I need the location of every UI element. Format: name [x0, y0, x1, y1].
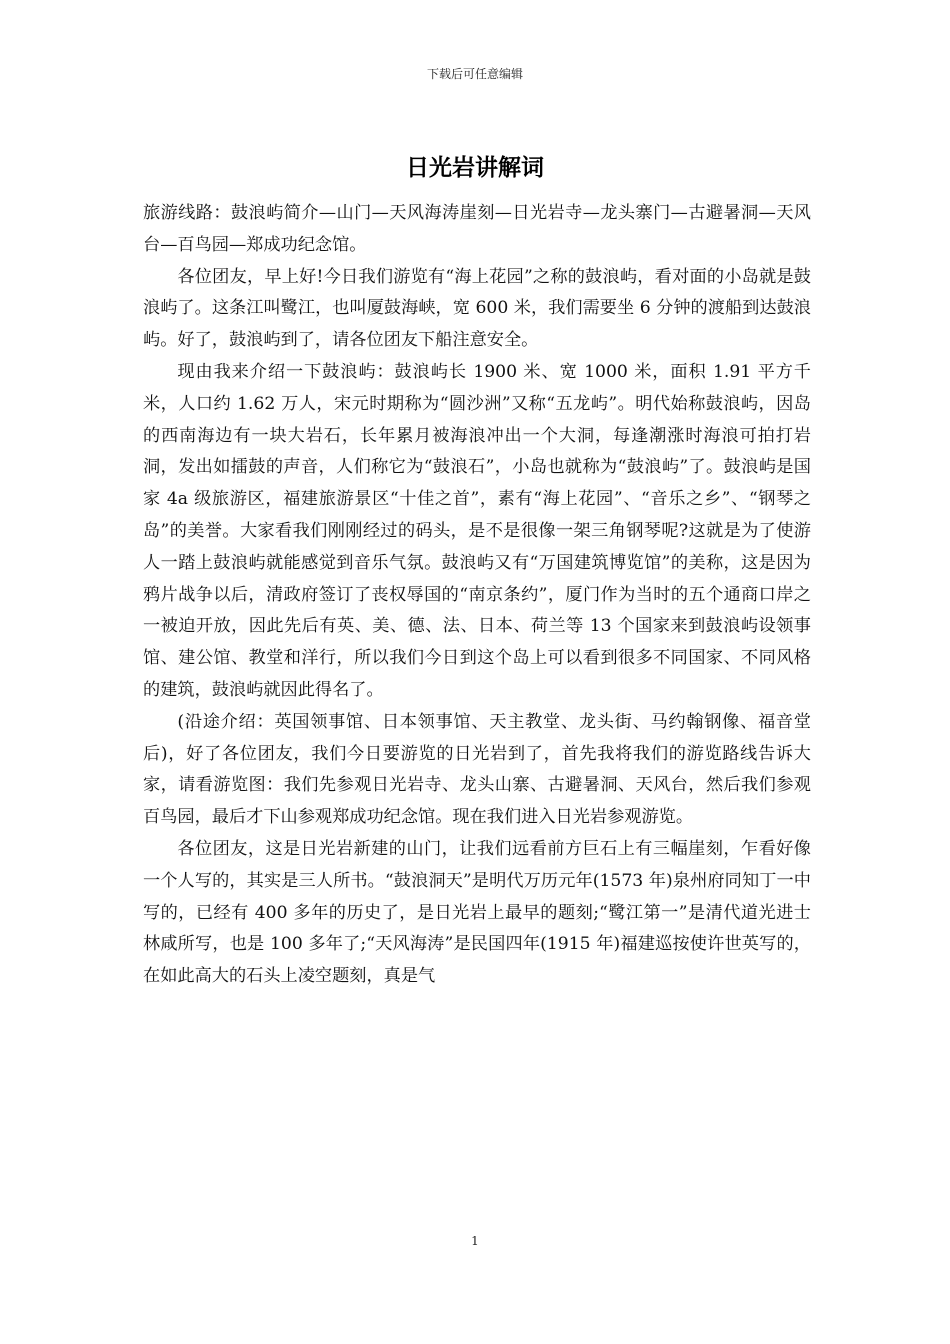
body-paragraph: 现由我来介绍一下鼓浪屿：鼓浪屿长 1900 米、宽 1000 米，面积 1.91 平方千米，人口约 1.62 万人，宋元时期称为“圆沙洲”又称“五龙屿”。明代始称鼓浪屿，因岛的西南海边有一块大岩石，长年累月被海浪冲出一个大洞，每逢潮涨时海浪可拍打岩洞，发出如擂鼓的声音，人们称它为“鼓浪石”，小岛也就称为“鼓浪屿”了。鼓浪屿是国家 4a 级旅游区，福建旅游景区“十佳之首”，素有“海上花园”、“音乐之乡”、“钢琴之岛”的美誉。大家看我们刚刚经过的码头，是不是很像一架三角钢琴呢?这就是为了使游人一踏上鼓浪屿就能感觉到音乐气氛。鼓浪屿又有“万国建筑博览馆”的美称，这是因为鸦片战争以后，清政府签订了丧权辱国的“南京条约”，厦门作为当时的五个通商口岸之一被迫开放，因此先后有英、美、德、法、日本、荷兰等 13 个国家来到鼓浪屿设领事馆、建公馆、教堂和洋行，所以我们今日到这个岛上可以看到很多不同国家、不同风格的建筑，鼓浪屿就因此得名了。 [143, 361, 811, 700]
body-paragraph: (沿途介绍：英国领事馆、日本领事馆、天主教堂、龙头街、马约翰钢像、福音堂后)，好了各位团友，我们今日要游览的日光岩到了，首先我将我们的游览路线告诉大家，请看游览图：我们先参观日光岩寺、龙头山寨、古避暑洞、天风台，然后我们参观百鸟园，最后才下山参观郑成功纪念馆。现在我们进入日光岩参观游览。 [143, 711, 811, 828]
body-paragraph: 各位团友，这是日光岩新建的山门，让我们远看前方巨石上有三幅崖刻，乍看好像一个人写的，其实是三人所书。“鼓浪洞天”是明代万历元年(1573 年)泉州府同知丁一中写的，已经有 400 多年的历史了，是日光岩上最早的题刻;“鹭江第一”是清代道光进士林咸所写，也是 100 多年了;“天风海涛”是民国四年(1915 年)福建巡按使许世英写的，在如此高大的石头上凌空题刻，真是气 [143, 838, 811, 987]
page-number: 1 [471, 1234, 479, 1248]
document-body [143, 198, 811, 993]
header-note: 下载后可任意编辑 [426, 67, 523, 81]
body-paragraph: 各位团友，早上好!今日我们游览有“海上花园”之称的鼓浪屿，看对面的小岛就是鼓浪屿了。这条江叫鹭江，也叫厦鼓海峡，宽 600 米，我们需要坐 6 分钟的渡船到达鼓浪屿。好了，鼓浪屿到了，请各位团友下船注意安全。 [143, 266, 811, 351]
route-paragraph: 旅游线路：鼓浪屿简介—山门—天风海涛崖刻—日光岩寺—龙头寨门—古避暑洞—天风台—百鸟园—郑成功纪念馆。 [143, 203, 811, 255]
document-title: 日光岩讲解词 [406, 155, 544, 181]
